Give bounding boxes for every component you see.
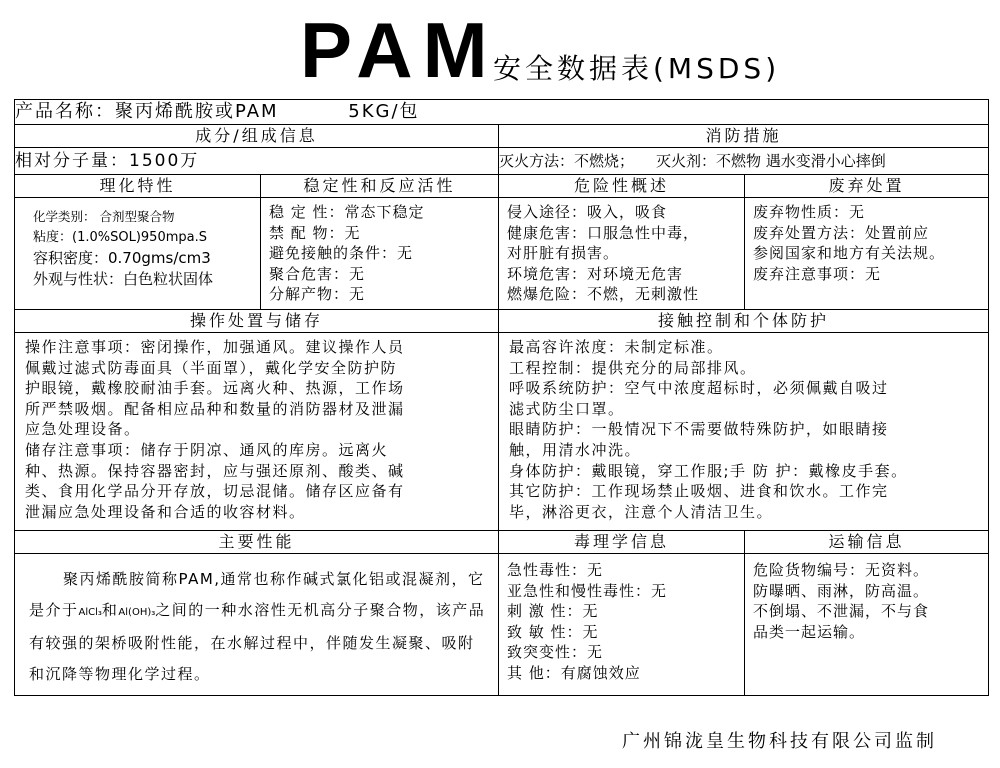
hazard-line: 对肝脏有损害。: [507, 244, 620, 262]
physchem-cell: [15, 198, 261, 310]
handling-line: 种、热源。保持容器密封，应与强还原剂、酸类、碱: [25, 461, 405, 480]
exposure-line: 最高容许浓度：未制定标准。: [509, 338, 724, 356]
performance-text-2: 之间的一种水溶性无机高分子聚合物，该产品有较强的架桥吸附性能，在水解过程中，伴随发生凝聚、吸附和沉降等物理化学过程。: [29, 601, 486, 683]
hazard-line: 燃爆危险：不燃，无刺激性: [507, 285, 700, 303]
fire-header: 消防措施: [499, 125, 989, 148]
transport-line: 品类一起运输。: [753, 622, 866, 641]
transport-line: 危险货物编号：无资料。: [753, 561, 930, 579]
molecular-weight: 相对分子量：1500万: [15, 148, 499, 175]
exposure-line: 滤式防尘口罩。: [509, 399, 625, 418]
exposure-line: 毕，淋浴更衣，注意个人清洁卫生。: [509, 502, 774, 521]
msds-table: [14, 99, 989, 696]
toxicology-line: 致 敏 性：无: [507, 622, 599, 641]
title-subtitle: 安全数据表(MSDS): [493, 52, 781, 85]
toxicology-header: 毒理学信息: [499, 531, 745, 554]
physchem-line: 粘度：(1.0%SOL)950mpa.S: [33, 230, 207, 245]
handling-cell: [15, 333, 499, 531]
exposure-line: 眼睛防护：一般情况下不需要做特殊防护，如眼睛接: [509, 420, 889, 439]
performance-text-1: 聚丙烯酰胺简称PAM,通常也称作碱式氯化铝或混凝剂，它是介于: [29, 570, 485, 619]
chem-formula-alcl3: AlCl₃: [78, 607, 102, 618]
performance-paragraph: [29, 564, 488, 690]
stability-cell: [261, 198, 499, 310]
physchem-line: 外观与性状：白色粒状固体: [33, 270, 214, 288]
handling-line: 泄漏应急处理设备和合适的收容材料。: [25, 502, 306, 521]
stability-line: 聚合危害：无: [269, 264, 366, 283]
stability-line: 稳 定 性：常态下稳定: [269, 203, 425, 221]
handling-line: 所严禁吸烟。配备相应品种和数量的消防器材及泄漏: [25, 399, 405, 418]
chem-formula-aloh3: Al(OH)₃: [118, 607, 156, 618]
product-row: [15, 100, 989, 125]
title-main: PAM: [300, 6, 498, 94]
disposal-line: 废弃处置方法：处置前应: [753, 223, 930, 242]
toxicology-line: 急性毒性：无: [507, 561, 604, 579]
transport-header: 运输信息: [745, 531, 989, 554]
handling-header: 操作处置与储存: [15, 310, 499, 333]
disposal-line: 参阅国家和地方有关法规。: [753, 244, 946, 262]
product-package: 5KG/包: [348, 101, 420, 122]
disposal-cell: [745, 198, 989, 310]
performance-and: 和: [101, 601, 119, 619]
stability-header: 稳定性和反应活性: [261, 175, 499, 198]
handling-line: 类、食用化学品分开存放，切忌混储。储存区应备有: [25, 482, 405, 501]
handling-line: 储存注意事项：储存于阴凉、通风的库房。远离火: [25, 440, 389, 459]
hazard-line: 健康危害：口服急性中毒，: [507, 223, 700, 242]
exposure-line: 呼吸系统防护：空气中浓度超标时，必须佩戴自吸过: [509, 379, 889, 398]
stability-line: 分解产物：无: [269, 285, 366, 303]
fire-method: 灭火方法：不燃烧；: [499, 152, 635, 170]
disposal-line: 废弃物性质：无: [753, 203, 866, 221]
handling-line: 护眼镜，戴橡胶耐油手套。远离火种、热源，工作场: [25, 379, 405, 398]
stability-line: 避免接触的条件：无: [269, 244, 414, 262]
disposal-line: 废弃注意事项：无: [753, 264, 882, 283]
stability-line: 禁 配 物：无: [269, 223, 361, 242]
exposure-cell: [499, 333, 989, 531]
hazard-line: 环境危害：对环境无危害: [507, 264, 684, 283]
physchem-header: 理化特性: [15, 175, 261, 198]
performance-cell: [15, 554, 499, 696]
hazard-header: 危险性概述: [499, 175, 745, 198]
exposure-line: 其它防护：工作现场禁止吸烟、进食和饮水。工作完: [509, 482, 889, 501]
toxicology-cell: [499, 554, 745, 696]
exposure-line: 触，用清水冲洗。: [509, 440, 642, 459]
physchem-line: 化学类别： 合剂型聚合物: [33, 209, 175, 224]
handling-line: 操作注意事项：密闭操作，加强通风。建议操作人员: [25, 338, 405, 356]
hazard-cell: [499, 198, 745, 310]
composition-header: 成分/组成信息: [15, 125, 499, 148]
handling-line: 佩戴过滤式防毒面具（半面罩），戴化学安全防护防: [25, 358, 398, 377]
exposure-line: 工程控制：提供充分的局部排风。: [509, 358, 757, 377]
performance-header: 主要性能: [15, 531, 499, 554]
toxicology-line: 致突变性：无: [507, 643, 604, 661]
exposure-header: 接触控制和个体防护: [499, 310, 989, 333]
footer-company: 广州锦泷皇生物科技有限公司监制: [622, 731, 937, 752]
disposal-header: 废弃处置: [745, 175, 989, 198]
physchem-line: 容积密度：0.70gms/cm3: [33, 249, 211, 267]
transport-cell: [745, 554, 989, 696]
transport-line: 防曝晒、雨淋，防高温。: [753, 581, 930, 600]
handling-line: 应急处理设备。: [25, 420, 141, 439]
hazard-line: 侵入途径：吸入，吸食: [507, 203, 668, 221]
exposure-line: 身体防护：戴眼镜，穿工作服;手 防 护：戴橡皮手套。: [509, 461, 908, 480]
transport-line: 不倒塌、不泄漏，不与食: [753, 602, 930, 620]
fire-agent: 灭火剂：不燃物 遇水变滑小心摔倒: [656, 152, 886, 170]
toxicology-line: 亚急性和慢性毒性：无: [507, 581, 668, 600]
toxicology-line: 刺 激 性：无: [507, 602, 599, 620]
product-name: 产品名称：聚丙烯酰胺或PAM: [15, 101, 279, 122]
fire-measures: [499, 148, 989, 175]
toxicology-line: 其 他：有腐蚀效应: [507, 663, 641, 682]
